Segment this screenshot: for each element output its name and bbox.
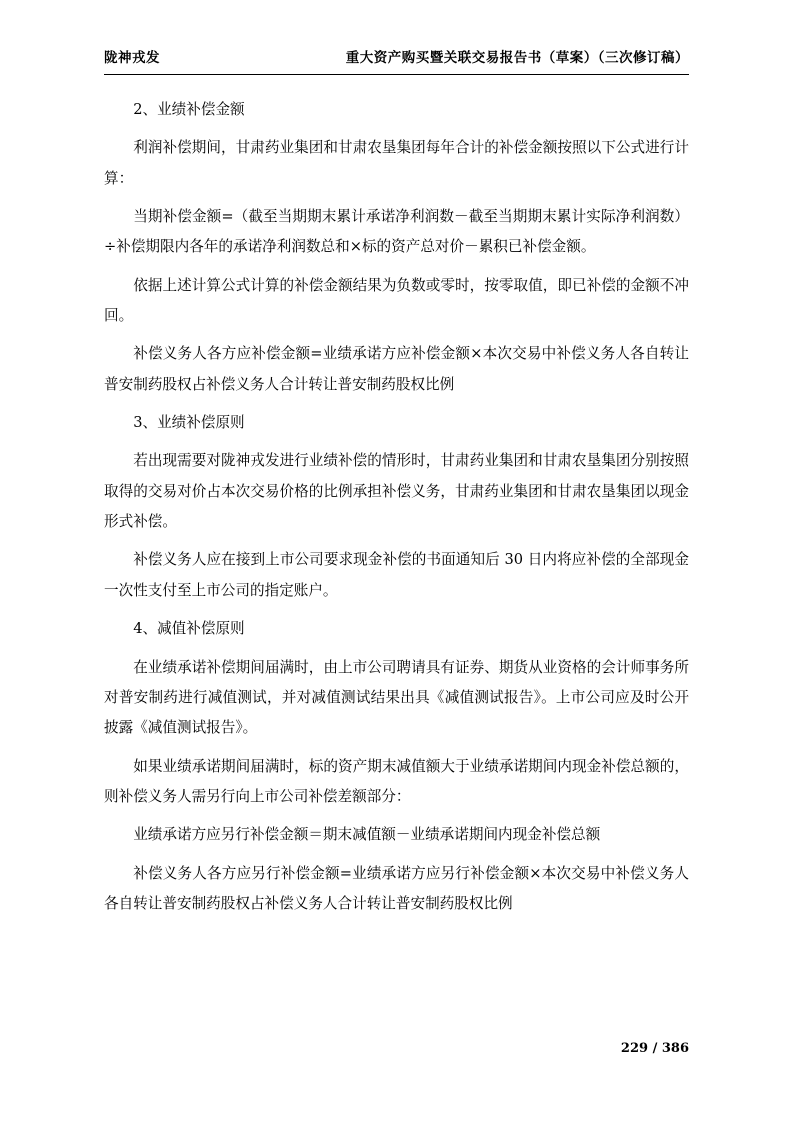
paragraph: 4、减值补偿原则 xyxy=(133,620,245,638)
paragraph: 业绩承诺方应另行补偿金额＝期末减值额－业绩承诺期间内现金补偿总额 xyxy=(133,826,601,844)
paragraph: 在业绩承诺补偿期间届满时，由上市公司聘请具有证券、期货从业资格的会计师事务所对普安制药进行减值测试，并对减值测试结果出具《减值测试报告》。上市公司应及时公开披露《减值测试报告》。 xyxy=(104,658,689,737)
header-company-name: 陇神戎发 xyxy=(104,50,160,66)
paragraph: 利润补偿期间，甘肃药业集团和甘肃农垦集团每年合计的补偿金额按照以下公式进行计算： xyxy=(104,139,689,187)
paragraph: 补偿义务人应在接到上市公司要求现金补偿的书面通知后 30 日内将应补偿的全部现金一次性支付至上市公司的指定账户。 xyxy=(104,551,689,599)
paragraph: 2、业绩补偿金额 xyxy=(133,101,245,118)
paragraph: 3、业绩补偿原则 xyxy=(133,414,245,432)
page-header xyxy=(104,46,689,72)
paragraph: 依据上述计算公式计算的补偿金额结果为负数或零时，按零取值，即已补偿的金额不冲回。 xyxy=(104,276,689,325)
header-divider xyxy=(104,74,689,75)
paragraph: 若出现需要对陇神戎发进行业绩补偿的情形时，甘肃药业集团和甘肃农垦集团分别按照取得的交易对价占本次交易价格的比例承担补偿义务，甘肃药业集团和甘肃农垦集团以现金形式补偿。 xyxy=(104,452,689,531)
paragraph: 补偿义务人各方应另行补偿金额=业绩承诺方应另行补偿金额×本次交易中补偿义务人各自转让普安制药股权占补偿义务人合计转让普安制药股权比例 xyxy=(104,864,689,912)
paragraph: 补偿义务人各方应补偿金额=业绩承诺方应补偿金额×本次交易中补偿义务人各自转让普安制药股权占补偿义务人合计转让普安制药股权比例 xyxy=(104,345,689,393)
paragraph: 如果业绩承诺期间届满时，标的资产期末减值额大于业绩承诺期间内现金补偿总额的，则补偿义务人需另行向上市公司补偿差额部分： xyxy=(104,757,689,805)
page-content xyxy=(104,46,689,927)
paragraph: 当期补偿金额=（截至当期期末累计承诺净利润数－截至当期期末累计实际净利润数）÷补偿期限内各年的承诺净利润数总和×标的资产总对价－累积已补偿金额。 xyxy=(104,208,689,256)
page-number: 229 / 386 xyxy=(620,1041,689,1056)
header-document-title: 重大资产购买暨关联交易报告书（草案）（三次修订稿） xyxy=(345,50,689,66)
